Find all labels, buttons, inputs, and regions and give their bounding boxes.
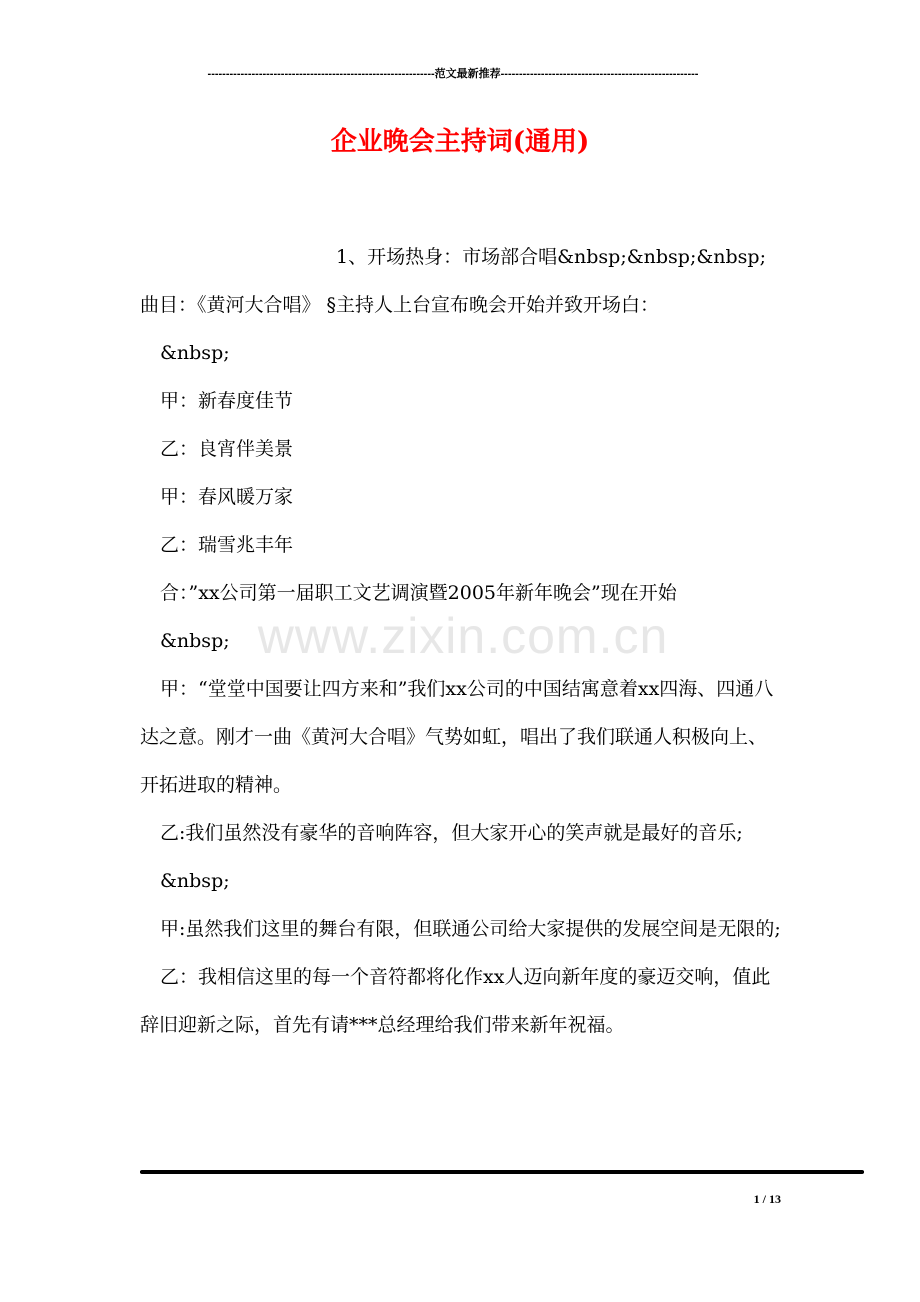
paragraph: 乙：良宵伴美景 (160, 438, 294, 460)
paragraph: 乙：瑞雪兆丰年 (160, 534, 294, 556)
paragraph: &nbsp; (160, 342, 230, 364)
paragraph: &nbsp; (160, 630, 230, 652)
paragraph: 甲:虽然我们这里的舞台有限，但联通公司给大家提供的发展空间是无限的; (160, 918, 781, 940)
paragraph: 甲：“堂堂中国要让四方来和”我们xx公司的中国结寓意着xx四海、四通八达之意。刚才一曲《黄河大合唱》气势如虹，唱出了我们联通人积极向上、开拓进取的精神。 (140, 678, 774, 796)
page-number: 1 / 13 (753, 1192, 781, 1206)
paragraph: 甲：新春度佳节 (160, 390, 294, 412)
paragraph: &nbsp; (160, 870, 230, 892)
paragraph: 乙:我们虽然没有豪华的音响阵容，但大家开心的笑声就是最好的音乐; (160, 822, 743, 844)
watermark: www.zixin.com.cn (257, 608, 669, 664)
paragraph: 甲：春风暖万家 (160, 486, 294, 508)
document-body (140, 233, 782, 1049)
footer-divider (140, 1170, 864, 1174)
paragraph: 合：”xx公司第一届职工文艺调演暨2005年新年晚会”现在开始 (160, 582, 677, 604)
paragraph-opening: 1、开场热身：市场部合唱&nbsp;&nbsp;&nbsp;曲目：《黄河大合唱》 §主持人上台宣布晚会开始并致开场白： (140, 246, 766, 316)
paragraph: 乙：我相信这里的每一个音符都将化作xx人迈向新年度的豪迈交响，值此辞旧迎新之际，首先有请***总经理给我们带来新年祝福。 (140, 966, 771, 1036)
page-header: --------------------------------------------------------------范文最新推荐------------------------------------------------------ (207, 68, 699, 80)
document-title: 企业晚会主持词(通用) (330, 127, 590, 157)
